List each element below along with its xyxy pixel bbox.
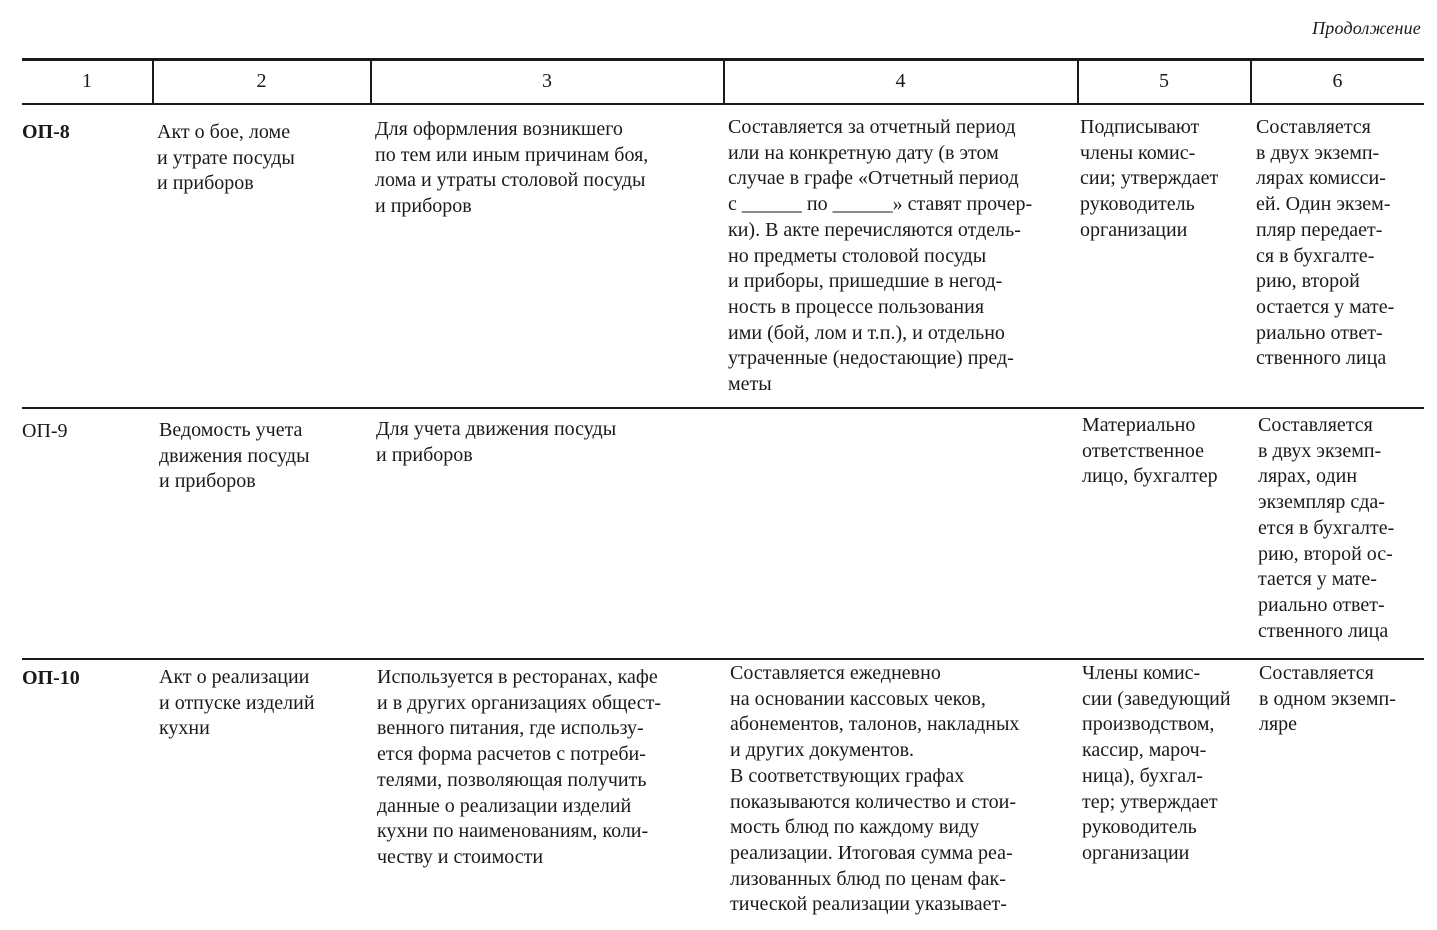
column-header-1: 1 bbox=[82, 69, 92, 92]
row-divider-1 bbox=[22, 407, 1424, 409]
form-purpose: Для учета движения посуды и приборов bbox=[376, 418, 617, 466]
column-header-3: 3 bbox=[542, 69, 552, 92]
form-copies: Составляется в двух экземп- лярах комисси- ей. Один экзем- пляр передает- ся в бухгалте- рию, второй остается у мате- риально ответ- ственного лица bbox=[1256, 116, 1395, 370]
column-header-5: 5 bbox=[1159, 69, 1169, 92]
form-copies: Составляется в двух экземп- лярах, один экземпляр сда- ется в бухгалте- рию, второй ос- тается у мате- риально ответ- ственного лица bbox=[1258, 414, 1395, 642]
column-header-2: 2 bbox=[256, 69, 267, 92]
form-signers: Подписывают члены комис- сии; утверждает руководитель организации bbox=[1080, 116, 1219, 241]
form-name: Ведомость учета движения посуды и приборов bbox=[159, 419, 310, 493]
form-signers: Члены комис- сии (заведующий производством, кассир, мароч- ница), бухгал- тер; утверждает руководитель организации bbox=[1082, 662, 1231, 864]
continuation-label: Продолжение bbox=[1312, 18, 1421, 38]
column-header-6: 6 bbox=[1332, 69, 1343, 92]
form-name: Акт о бое, ломе и утрате посуды и приборов bbox=[157, 121, 295, 195]
column-header-4: 4 bbox=[895, 69, 906, 92]
form-code: ОП-8 bbox=[22, 121, 70, 143]
form-name: Акт о реализации и отпуске изделий кухни bbox=[159, 666, 315, 740]
form-purpose: Используется в ресторанах, кафе и в других организациях общест- венного питания, где использу- ется форма расчетов с потреби- телями, позволяющая получить данные о реализации изделий кухни по наименованиям, коли- честву и стоимости bbox=[377, 666, 662, 868]
form-purpose: Для оформления возникшего по тем или иным причинам боя, лома и утраты столовой посуды и приборов bbox=[375, 118, 649, 218]
form-code: ОП-9 bbox=[22, 420, 68, 442]
form-signers: Материально ответственное лицо, бухгалтер bbox=[1082, 414, 1218, 488]
row-divider-2 bbox=[22, 658, 1424, 660]
form-copies: Составляется в одном экземп- ляре bbox=[1259, 662, 1396, 736]
form-code: ОП-10 bbox=[22, 667, 80, 689]
form-procedure: Составляется за отчетный период или на конкретную дату (в этом случае в графе «Отчетный период с ______ по ______» ставят прочер- ки). В акте перечисляются отдель- но предметы столовой посуды и приборы, пришедшие в негод- ность в процессе пользования ими (бой, лом и т.п.), и отдельно утраченные (недостающие) пред- меты bbox=[728, 116, 1033, 396]
form-procedure: Составляется ежедневно на основании кассовых чеков, абонементов, талонов, накладных и других документов. В соответствующих графах показываются количество и стои- мость блюд по каждому виду реализации. Итоговая сумма реа- лизованных блюд по ценам фак- тической реализации указывает- bbox=[730, 662, 1020, 916]
